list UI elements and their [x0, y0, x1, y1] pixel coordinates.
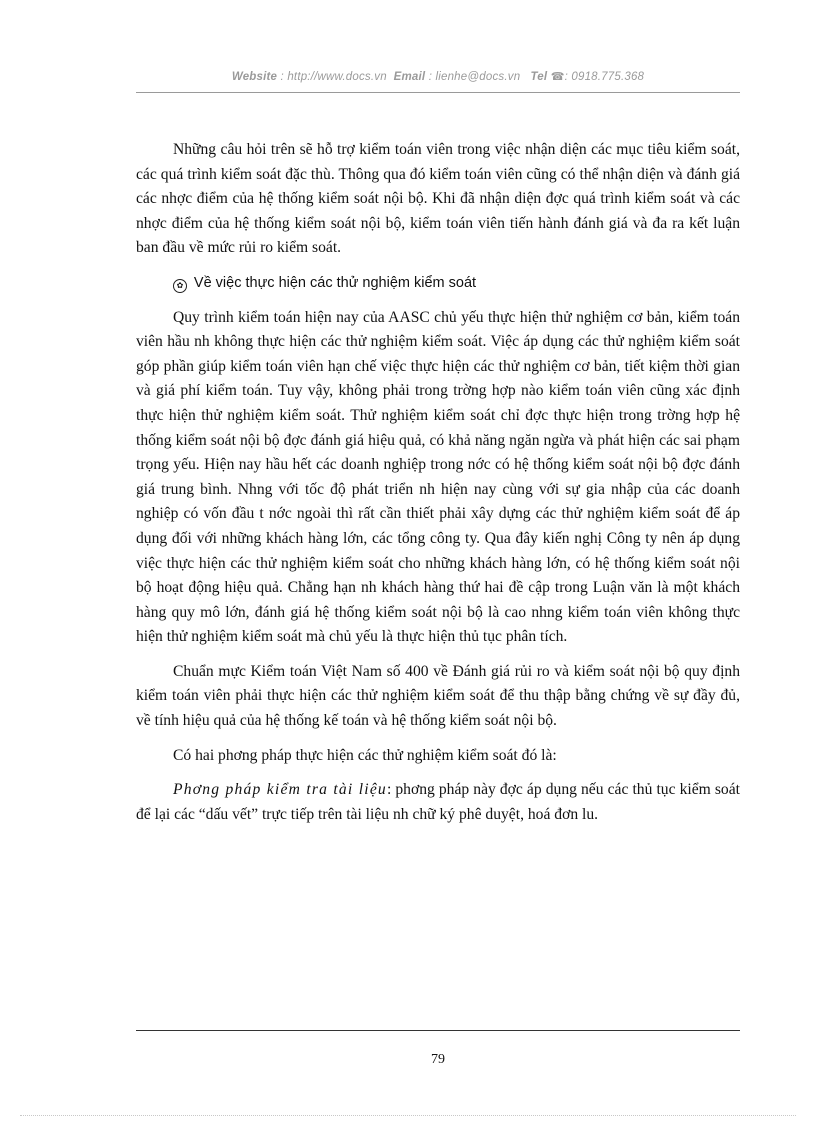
email-address[interactable]: lienhe@docs.vn	[435, 71, 521, 83]
paragraph-4: Có hai phơng pháp thực hiện các thử nghiệm kiểm soát đó là:	[173, 746, 557, 764]
paragraph-2: Quy trình kiểm toán hiện nay của AASC chủ yếu thực hiện thử nghiệm cơ bản, kiểm toán viên hầu nh không thực hiện các thử nghiệm kiểm soát. Việc áp dụng các thử nghiệm kiểm soát góp phần giúp kiểm toán viên hạn chế việc thực hiện các thử nghiệm cơ bản, tiết kiệm thời gian và giá phí kiểm toán. Tuy vậy, không phải trong trờng hợp nào kiểm toán viên cũng xác định thực hiện thử nghiệm kiểm soát. Thử nghiệm kiểm soát chỉ đợc thực hiện trong trờng hợp hệ thống kiểm soát nội bộ đợc đánh giá hiệu quả, có khả năng ngăn ngừa và phát hiện các sai phạm trọng yếu. Hiện nay hầu hết các doanh nghiệp trong nớc có hệ thống kiểm soát nội bộ đợc đánh giá trung bình. Nhng với tốc độ phát triển nh hiện nay cùng với sự gia nhập của các doanh nghiệp có vốn đầu t nớc ngoài thì rất cần thiết phải xây dựng các thử nghiệm kiểm soát để áp dụng đối với những khách hàng lớn, các tổng công ty. Qua đây kiến nghị Công ty nên áp dụng việc thực hiện các thử nghiệm kiểm soát cho những khách hàng lớn, có hệ thống kiểm soát nội bộ hoạt động hiệu quả. Chẳng hạn nh khách hàng thứ hai đề cập trong Luận văn là một khách hàng quy mô lớn, đánh giá hệ thống kiểm soát nội bộ là cao nhng kiểm toán viên không thực hiện thử nghiệm kiểm soát mà chủ yếu là thực hiện thủ tục phân tích.	[136, 308, 740, 646]
paragraph-1: Những câu hỏi trên sẽ hỗ trợ kiểm toán viên trong việc nhận diện các mục tiêu kiểm soát, các quá trình kiểm soát đặc thù. Thông qua đó kiểm toán viên cũng có thể nhận diện và đánh giá các nhợc điểm của hệ thống kiểm soát nội bộ. Khi đã nhận diện đợc quá trình kiểm soát và các nhợc điểm của hệ thống kiểm soát nội bộ, kiểm toán viên tiến hành đánh giá và đa ra kết luận ban đầu về mức rủi ro kiểm soát.	[136, 141, 740, 257]
header-divider	[136, 92, 740, 93]
paragraph-3: Chuẩn mực Kiểm toán Việt Nam số 400 về Đánh giá rủi ro và kiểm soát nội bộ quy định kiểm toán viên phải thực hiện các thử nghiệm kiểm soát để thu thập bằng chứng về sự đầy đủ, về tính hiệu quả của hệ thống kế toán và hệ thống kiểm soát nội bộ.	[136, 662, 740, 730]
website-url[interactable]: http://www.docs.vn	[287, 71, 387, 83]
tel-number: : 0918.775.368	[564, 71, 645, 83]
page-bottom-edge	[20, 1115, 796, 1116]
email-separator: :	[425, 71, 436, 83]
paragraph-5	[136, 778, 740, 827]
method-description: : phơng pháp này đợc áp dụng nếu các thủ tục kiểm soát để lại các “dấu vết” trực tiếp trên tài liệu nh chữ ký phê duyệt, hoá đơn lu.	[136, 781, 740, 823]
method-term: Phơng pháp kiểm tra tài liệu	[173, 781, 387, 799]
email-label: Email	[393, 71, 426, 83]
phone-icon: ☎	[550, 71, 565, 83]
tel-label: Tel	[530, 71, 548, 83]
website-label: Website	[231, 71, 278, 83]
footer-divider	[136, 1030, 740, 1031]
document-body	[136, 138, 740, 837]
website-separator: :	[277, 71, 288, 83]
flower-bullet-icon: ✿	[173, 279, 187, 293]
section-heading-text: Về việc thực hiện các thử nghiệm kiểm soát	[193, 274, 477, 291]
page-number: 79	[431, 1052, 445, 1067]
section-heading	[136, 271, 740, 296]
page-header	[136, 70, 740, 83]
